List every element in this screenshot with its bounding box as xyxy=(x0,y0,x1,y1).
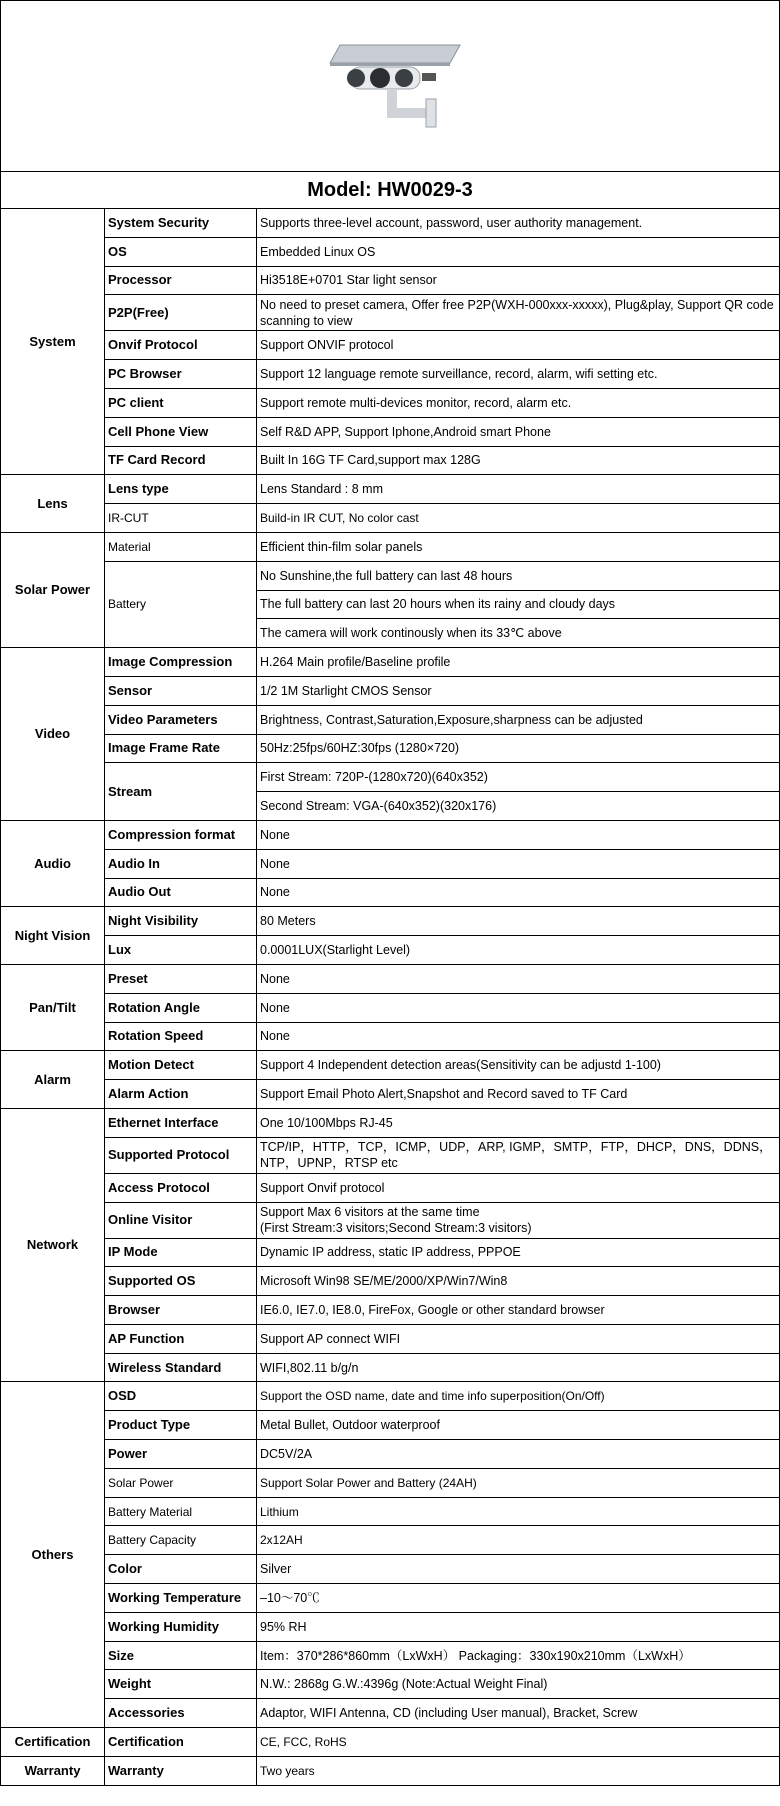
spec-value: Support Solar Power and Battery (24AH) xyxy=(257,1468,780,1497)
category-label: Solar Power xyxy=(1,532,105,647)
table-row xyxy=(1,1411,779,1440)
table-row xyxy=(1,1080,779,1109)
table-row xyxy=(1,388,779,417)
spec-value: 95% RH xyxy=(257,1612,780,1641)
spec-item-label: Power xyxy=(105,1440,257,1469)
table-row xyxy=(1,964,779,993)
spec-item-label: Battery Capacity xyxy=(105,1526,257,1555)
category-label: Network xyxy=(1,1108,105,1382)
table-row xyxy=(1,331,779,360)
table-row xyxy=(1,1202,779,1238)
spec-value: Item：370*286*860mm（LxWxH） Packaging：330x190x210mm（LxWxH） xyxy=(257,1641,780,1670)
table-row xyxy=(1,1670,779,1699)
spec-item-label: Lens type xyxy=(105,475,257,504)
category-label: Audio xyxy=(1,820,105,906)
spec-item-label: PC client xyxy=(105,388,257,417)
spec-value: Support Onvif protocol xyxy=(257,1173,780,1202)
table-row xyxy=(1,1584,779,1613)
spec-value: Support 12 language remote surveillance, record, alarm, wifi setting etc. xyxy=(257,360,780,389)
table-row xyxy=(1,907,779,936)
spec-item-label: Video Parameters xyxy=(105,705,257,734)
table-row xyxy=(1,705,779,734)
table-row xyxy=(1,1324,779,1353)
spec-item-label: Alarm Action xyxy=(105,1080,257,1109)
spec-item-label: Onvif Protocol xyxy=(105,331,257,360)
spec-item-label: OSD xyxy=(105,1382,257,1411)
spec-value: 0.0001LUX(Starlight Level) xyxy=(257,936,780,965)
table-row xyxy=(1,1108,779,1137)
spec-value: Two years xyxy=(257,1756,780,1785)
spec-item-label: Material xyxy=(105,532,257,561)
table-row xyxy=(1,878,779,907)
category-label: Pan/Tilt xyxy=(1,964,105,1050)
table-row xyxy=(1,820,779,849)
spec-item-label: Color xyxy=(105,1555,257,1584)
spec-item-label: Accessories xyxy=(105,1699,257,1728)
spec-value: WIFI,802.11 b/g/n xyxy=(257,1353,780,1382)
table-row xyxy=(1,1699,779,1728)
category-label: Certification xyxy=(1,1728,105,1757)
table-row xyxy=(1,504,779,533)
spec-item-label: Battery xyxy=(105,561,257,647)
category-label: System xyxy=(1,209,105,475)
spec-item-label: Certification xyxy=(105,1728,257,1757)
table-row xyxy=(1,1267,779,1296)
spec-item-label: IP Mode xyxy=(105,1238,257,1267)
spec-item-label: Rotation Angle xyxy=(105,993,257,1022)
spec-item-label: TF Card Record xyxy=(105,446,257,475)
table-row xyxy=(1,1353,779,1382)
spec-value: First Stream: 720P-(1280x720)(640x352) xyxy=(257,763,780,792)
table-row xyxy=(1,561,779,590)
spec-item-label: P2P(Free) xyxy=(105,295,257,331)
model-title: Model: HW0029-3 xyxy=(1,172,779,209)
spec-table xyxy=(1,209,779,1786)
spec-value: Support the OSD name, date and time info superposition(On/Off) xyxy=(257,1382,780,1411)
table-row xyxy=(1,1051,779,1080)
table-row xyxy=(1,763,779,792)
spec-value: Microsoft Win98 SE/ME/2000/XP/Win7/Win8 xyxy=(257,1267,780,1296)
product-image xyxy=(1,1,779,172)
spec-item-label: Ethernet Interface xyxy=(105,1108,257,1137)
spec-value: Metal Bullet, Outdoor waterproof xyxy=(257,1411,780,1440)
spec-value: Efficient thin-film solar panels xyxy=(257,532,780,561)
spec-value: Dynamic IP address, static IP address, PPPOE xyxy=(257,1238,780,1267)
table-row xyxy=(1,1022,779,1051)
spec-item-label: Sensor xyxy=(105,676,257,705)
spec-value: –10～70℃ xyxy=(257,1584,780,1613)
table-row xyxy=(1,209,779,237)
spec-item-label: Solar Power xyxy=(105,1468,257,1497)
spec-value: None xyxy=(257,993,780,1022)
spec-item-label: IR-CUT xyxy=(105,504,257,533)
spec-value: The camera will work continously when its 33℃ above xyxy=(257,619,780,648)
spec-item-label: Battery Material xyxy=(105,1497,257,1526)
table-row xyxy=(1,266,779,295)
table-row xyxy=(1,1756,779,1785)
table-row xyxy=(1,1497,779,1526)
table-row xyxy=(1,1641,779,1670)
spec-item-label: AP Function xyxy=(105,1324,257,1353)
category-label: Lens xyxy=(1,475,105,533)
spec-item-label: PC Browser xyxy=(105,360,257,389)
table-row xyxy=(1,648,779,677)
spec-value: H.264 Main profile/Baseline profile xyxy=(257,648,780,677)
table-row xyxy=(1,1173,779,1202)
table-row xyxy=(1,417,779,446)
spec-item-label: Size xyxy=(105,1641,257,1670)
spec-value: Support ONVIF protocol xyxy=(257,331,780,360)
table-row xyxy=(1,676,779,705)
spec-value: Silver xyxy=(257,1555,780,1584)
spec-item-label: Processor xyxy=(105,266,257,295)
table-row xyxy=(1,734,779,763)
spec-item-label: Access Protocol xyxy=(105,1173,257,1202)
spec-item-label: Working Temperature xyxy=(105,1584,257,1613)
table-row xyxy=(1,1296,779,1325)
table-row xyxy=(1,1728,779,1757)
spec-value: Supports three-level account, password, user authority management. xyxy=(257,209,780,237)
category-label: Others xyxy=(1,1382,105,1728)
spec-value: 80 Meters xyxy=(257,907,780,936)
spec-value: DC5V/2A xyxy=(257,1440,780,1469)
spec-item-label: Rotation Speed xyxy=(105,1022,257,1051)
spec-value: N.W.: 2868g G.W.:4396g (Note:Actual Weight Final) xyxy=(257,1670,780,1699)
spec-value: None xyxy=(257,878,780,907)
spec-item-label: Image Frame Rate xyxy=(105,734,257,763)
spec-item-label: Weight xyxy=(105,1670,257,1699)
spec-item-label: Supported Protocol xyxy=(105,1137,257,1173)
spec-value: None xyxy=(257,964,780,993)
spec-value: No need to preset camera, Offer free P2P(WXH-000xxx-xxxxx), Plug&play, Support QR code scanning to view xyxy=(257,295,780,331)
spec-value: Built In 16G TF Card,support max 128G xyxy=(257,446,780,475)
spec-item-label: Image Compression xyxy=(105,648,257,677)
spec-value: Brightness, Contrast,Saturation,Exposure,sharpness can be adjusted xyxy=(257,705,780,734)
table-row xyxy=(1,1440,779,1469)
spec-item-label: System Security xyxy=(105,209,257,237)
table-row xyxy=(1,1137,779,1173)
spec-item-label: Product Type xyxy=(105,1411,257,1440)
spec-value: Support remote multi-devices monitor, record, alarm etc. xyxy=(257,388,780,417)
table-row xyxy=(1,1555,779,1584)
spec-item-label: Wireless Standard xyxy=(105,1353,257,1382)
spec-item-label: Audio In xyxy=(105,849,257,878)
spec-value: Second Stream: VGA-(640x352)(320x176) xyxy=(257,792,780,821)
spec-value: 1/2 1M Starlight CMOS Sensor xyxy=(257,676,780,705)
spec-item-label: Compression format xyxy=(105,820,257,849)
table-row xyxy=(1,446,779,475)
solar-camera-image xyxy=(300,41,480,131)
spec-value: TCP/IP，HTTP，TCP，ICMP，UDP，ARP, IGMP，SMTP，FTP，DHCP，DNS，DDNS，NTP，UPNP，RTSP etc xyxy=(257,1137,780,1173)
category-label: Night Vision xyxy=(1,907,105,965)
spec-value: Adaptor, WIFI Antenna, CD (including User manual), Bracket, Screw xyxy=(257,1699,780,1728)
table-row xyxy=(1,360,779,389)
table-row xyxy=(1,1468,779,1497)
spec-value: Support Email Photo Alert,Snapshot and Record saved to TF Card xyxy=(257,1080,780,1109)
spec-item-label: Browser xyxy=(105,1296,257,1325)
table-row xyxy=(1,237,779,266)
spec-value: Lithium xyxy=(257,1497,780,1526)
table-row xyxy=(1,849,779,878)
spec-item-label: Cell Phone View xyxy=(105,417,257,446)
spec-item-label: Motion Detect xyxy=(105,1051,257,1080)
spec-value: Self R&D APP, Support Iphone,Android smart Phone xyxy=(257,417,780,446)
spec-item-label: Supported OS xyxy=(105,1267,257,1296)
spec-item-label: Warranty xyxy=(105,1756,257,1785)
spec-item-label: Audio Out xyxy=(105,878,257,907)
spec-value: None xyxy=(257,1022,780,1051)
spec-item-label: OS xyxy=(105,237,257,266)
category-label: Alarm xyxy=(1,1051,105,1109)
spec-value: Lens Standard : 8 mm xyxy=(257,475,780,504)
spec-item-label: Night Visibility xyxy=(105,907,257,936)
spec-value: Build-in IR CUT, No color cast xyxy=(257,504,780,533)
spec-value: 50Hz:25fps/60HZ:30fps (1280×720) xyxy=(257,734,780,763)
spec-value: One 10/100Mbps RJ-45 xyxy=(257,1108,780,1137)
table-row xyxy=(1,1612,779,1641)
spec-item-label: Lux xyxy=(105,936,257,965)
table-row xyxy=(1,1238,779,1267)
category-label: Warranty xyxy=(1,1756,105,1785)
spec-value: CE, FCC, RoHS xyxy=(257,1728,780,1757)
spec-value: IE6.0, IE7.0, IE8.0, FireFox, Google or other standard browser xyxy=(257,1296,780,1325)
spec-value: Support 4 Independent detection areas(Sensitivity can be adjustd 1-100) xyxy=(257,1051,780,1080)
table-row xyxy=(1,532,779,561)
spec-value: None xyxy=(257,820,780,849)
table-row xyxy=(1,475,779,504)
spec-item-label: Stream xyxy=(105,763,257,821)
spec-value: Support AP connect WIFI xyxy=(257,1324,780,1353)
spec-value: Hi3518E+0701 Star light sensor xyxy=(257,266,780,295)
spec-item-label: Preset xyxy=(105,964,257,993)
table-row xyxy=(1,1382,779,1411)
table-row xyxy=(1,936,779,965)
table-row xyxy=(1,993,779,1022)
spec-value: Embedded Linux OS xyxy=(257,237,780,266)
spec-value: No Sunshine,the full battery can last 48 hours xyxy=(257,561,780,590)
category-label: Video xyxy=(1,648,105,821)
table-row xyxy=(1,295,779,331)
spec-value: None xyxy=(257,849,780,878)
spec-value: 2x12AH xyxy=(257,1526,780,1555)
table-row xyxy=(1,1526,779,1555)
spec-value: Support Max 6 visitors at the same time (First Stream:3 visitors;Second Stream:3 visitors) xyxy=(257,1202,780,1238)
spec-item-label: Working Humidity xyxy=(105,1612,257,1641)
spec-value: The full battery can last 20 hours when its rainy and cloudy days xyxy=(257,590,780,619)
spec-item-label: Online Visitor xyxy=(105,1202,257,1238)
